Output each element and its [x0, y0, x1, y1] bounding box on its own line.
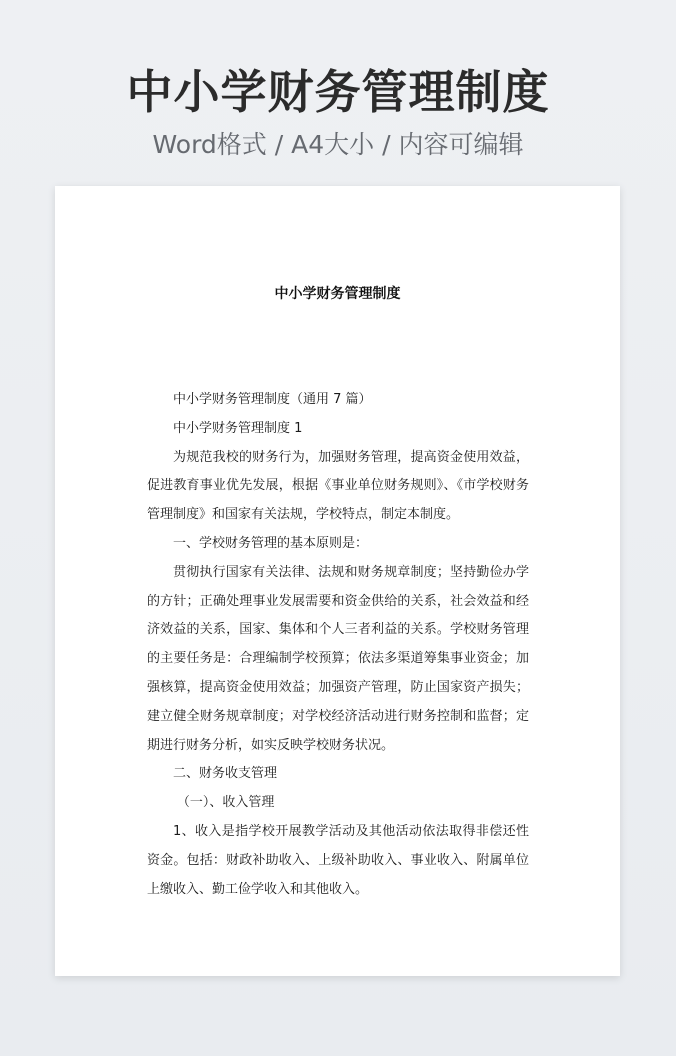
- document-title: 中小学财务管理制度: [274, 286, 401, 302]
- document-body: [147, 386, 529, 904]
- paragraph-heading-part-1: 中小学财务管理制度 1: [173, 420, 303, 436]
- paragraph-principles: 贯彻执行国家有关法律、法规和财务规章制度；坚持勤俭办学的方针；正确处理事业发展需要和资金供给的关系，社会效益和经济效益的关系，国家、集体和个人三者利益的关系。学校财务管理的主要任务是：合理编制学校预算；依法多渠道筹集事业资金；加强核算，提高资金使用效益；加强资产管理，防止国家资产损失；建立健全财务规章制度；对学校经济活动进行财务控制和监督；定期进行财务分析，如实反映学校财务状况。: [147, 564, 529, 753]
- section-heading-income-expense: 二、财务收支管理: [173, 766, 278, 782]
- paragraph-intro: 为规范我校的财务行为，加强财务管理，提高资金使用效益，促进教育事业优先发展，根据《事业单位财务规则》、《市学校财务管理制度》和国家有关法规，学校特点，制定本制度。: [147, 449, 529, 523]
- banner-title: 中小学财务管理制度: [126, 65, 550, 119]
- subsection-heading-income: （一）、收入管理: [176, 795, 275, 811]
- banner: [0, 62, 676, 162]
- document-page: [55, 186, 620, 976]
- paragraph-heading-collection: 中小学财务管理制度（通用 7 篇）: [173, 392, 372, 407]
- banner-subtitle: Word格式 / A4大小 / 内容可编辑: [152, 130, 524, 159]
- paragraph-income: 1、收入是指学校开展教学活动及其他活动依法取得非偿还性资金。包括：财政补助收入、上级补助收入、事业收入、附属单位上缴收入、勤工俭学收入和其他收入。: [147, 823, 529, 897]
- section-heading-principles: 一、学校财务管理的基本原则是：: [173, 535, 369, 551]
